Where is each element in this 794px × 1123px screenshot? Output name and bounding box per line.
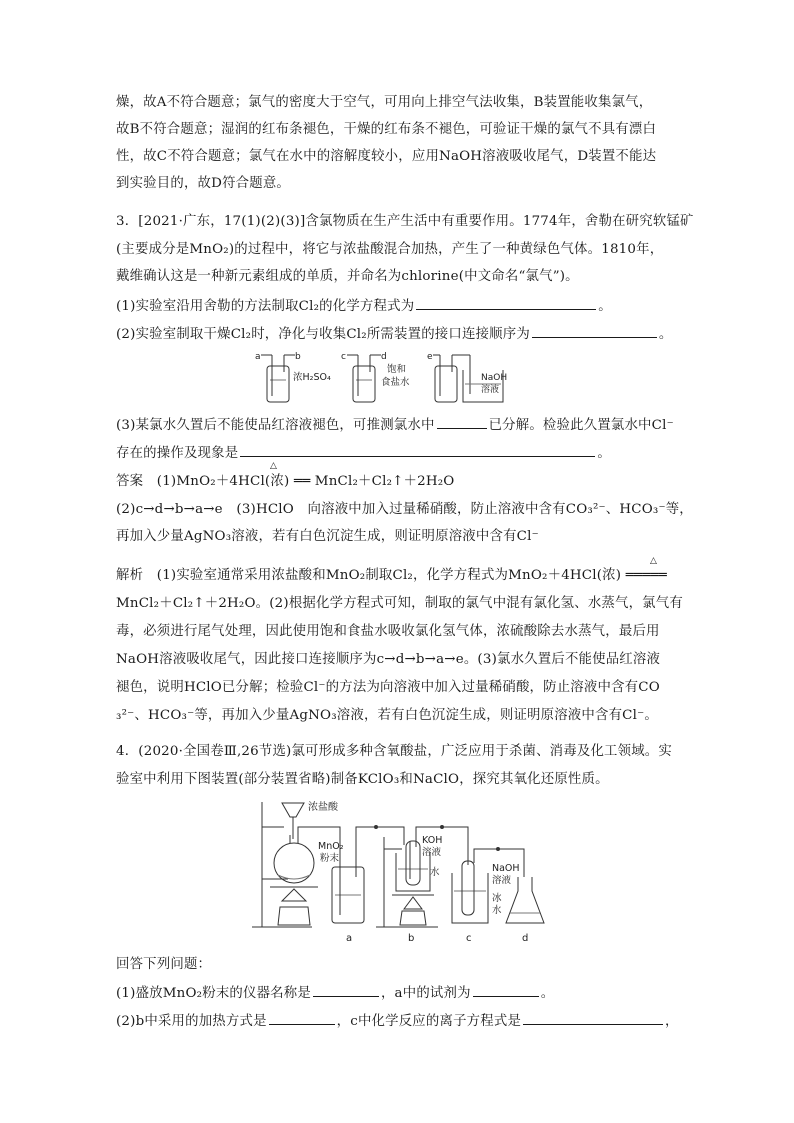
- analysis-line: 解析 (1)实验室通常采用浓盐酸和MnO₂制取Cl₂，化学方程式为MnO₂＋4HCl(浓) ═════: [116, 568, 667, 583]
- analysis-line: MnCl₂＋Cl₂↑＋2H₂O。(2)根据化学方程式可知，制取的氯气中混有氯化氢、水蒸气，氯气有: [116, 596, 683, 611]
- text-line: 性，故C不符合题意；氯气在水中的溶解度较小，应用NaOH溶液吸收尾气，D装置不能达: [116, 149, 657, 164]
- reagent-label: 溶液: [492, 875, 512, 886]
- port-label: b: [295, 352, 301, 362]
- text-line: 回答下列问题：: [116, 957, 212, 972]
- question-text: (2)b中采用的加热方式是: [116, 1014, 267, 1029]
- reagent-label: 溶液: [422, 847, 442, 858]
- text-line: (主要成分是MnO₂)的过程中，将它与浓盐酸混合加热，产生了一种黄绿色气体。1810年，: [116, 242, 664, 257]
- punctuation: 。: [658, 327, 673, 342]
- question-text: 存在的操作及现象是: [116, 446, 239, 461]
- reagent-label: KOH: [422, 835, 443, 846]
- punctuation: 。: [598, 299, 612, 314]
- analysis-line: 褪色，说明HClO已分解；检验Cl⁻的方法为向溶液中加入过量稀硝酸，防止溶液中含有CO: [116, 680, 660, 695]
- reagent-label: NaOH: [481, 373, 508, 383]
- question-text: (3)某氯水久置后不能使品红溶液褪色，可推测氯水中: [116, 418, 435, 433]
- text-line: [116, 442, 686, 464]
- reagent-label: 浓H₂SO₄: [293, 372, 331, 383]
- text-line: 戴维确认这是一种新元素组成的单质，并命名为chlorine(中文命名“氯气”)。: [116, 269, 579, 284]
- reagent-label: 溶液: [481, 385, 500, 395]
- reagent-label: MnO₂: [318, 841, 344, 852]
- text-line: 到实验目的，故D符合题意。: [116, 176, 291, 191]
- apparatus-tag: b: [408, 933, 415, 944]
- answer-blank[interactable]: [532, 323, 657, 338]
- punctuation: 。: [597, 446, 611, 461]
- question-text: ，a中的试剂为: [380, 986, 471, 1001]
- answer-line: 答案 (1)MnO₂＋4HCl(浓) ══ MnCl₂＋Cl₂↑＋2H₂O: [116, 474, 455, 489]
- answer-blank[interactable]: [437, 414, 487, 429]
- punctuation: 。: [540, 986, 555, 1001]
- port-label: d: [381, 352, 387, 362]
- answer-blank[interactable]: [523, 1010, 663, 1025]
- heat-symbol: △: [270, 461, 277, 471]
- question-text: (1)实验室沿用舍勒的方法制取Cl₂的化学方程式为: [116, 299, 415, 314]
- question-text: (1)盛放MnO₂粉末的仪器名称是: [116, 986, 311, 1001]
- question-4-part-2: [116, 1010, 686, 1032]
- reagent-label: 水: [430, 867, 440, 878]
- reagent-label: 浓盐酸: [308, 802, 338, 813]
- reagent-label: 粉末: [320, 853, 340, 864]
- text-line: 验室中利用下图装置(部分装置省略)制备KClO₃和NaClO，探究其氧化还原性质。: [116, 772, 609, 787]
- text-line: 燥，故A不符合题意；氯气的密度大于空气，可用向上排空气法收集，B装置能收集氯气，: [116, 95, 653, 110]
- analysis-line: ₃²⁻、HCO₃⁻等，再加入少量AgNO₃溶液，若有白色沉淀生成，则证明原溶液中含有Cl⁻。: [116, 708, 658, 723]
- apparatus-tag: a: [346, 933, 353, 944]
- reagent-label: 饱和: [387, 364, 407, 375]
- analysis-line: NaOH溶液吸收尾气，因此接口连接顺序为c→d→b→a→e。(3)氯水久置后不能使品红溶液: [116, 652, 661, 667]
- question-text: ，c中化学反应的离子方程式是: [336, 1014, 522, 1029]
- question-3-stem: 3．[2021·广东，17(1)(2)(3)]含氯物质在生产生活中有重要作用。1774年，舍勒在研究软锰矿: [116, 214, 694, 229]
- question-3-part-2: [116, 323, 686, 345]
- port-label: c: [341, 352, 346, 362]
- answer-blank[interactable]: [473, 982, 539, 997]
- text-line: 故B不符合题意；湿润的红布条褪色，干燥的红布条不褪色，可验证干燥的氯气不具有漂白: [116, 122, 657, 137]
- reagent-label: 水: [492, 905, 502, 916]
- answer-line: 再加入少量AgNO₃溶液，若有白色沉淀生成，则证明原溶液中含有Cl⁻: [116, 529, 539, 544]
- apparatus-figure-2: [252, 797, 562, 947]
- apparatus-tag: d: [522, 933, 529, 944]
- question-text: 已分解。检验此久置氯水中Cl⁻: [488, 418, 674, 433]
- question-text: (2)实验室制取干燥Cl₂时，净化与收集Cl₂所需装置的接口连接顺序为: [116, 327, 530, 342]
- question-3-part-3: [116, 414, 686, 436]
- analysis-line: 毒，必须进行尾气处理，因此使用饱和食盐水吸收氯化氢气体，浓硫酸除去水蒸气，最后用: [116, 624, 660, 639]
- question-3-part-1: [116, 295, 686, 317]
- port-label: e: [427, 352, 433, 362]
- answer-blank[interactable]: [240, 442, 595, 457]
- apparatus-figure-1: [255, 350, 525, 406]
- punctuation: ，: [665, 1014, 679, 1029]
- reagent-label: NaOH: [492, 863, 520, 874]
- question-4-part-1: [116, 982, 686, 1004]
- reagent-label: 食盐水: [381, 377, 410, 388]
- question-4-stem: 4．(2020·全国卷Ⅲ,26节选)氯可形成多种含氧酸盐，广泛应用于杀菌、消毒及化工领域。实: [116, 744, 672, 759]
- reagent-label: 冰: [492, 893, 502, 904]
- answer-blank[interactable]: [269, 1010, 335, 1025]
- heat-symbol: △: [650, 556, 657, 566]
- answer-line: (2)c→d→b→a→e (3)HClO 向溶液中加入过量稀硝酸，防止溶液中含有CO₃²⁻、HCO₃⁻等，: [116, 502, 693, 517]
- answer-blank[interactable]: [416, 295, 596, 310]
- answer-blank[interactable]: [313, 982, 379, 997]
- port-label: a: [255, 352, 261, 362]
- apparatus-tag: c: [466, 933, 472, 944]
